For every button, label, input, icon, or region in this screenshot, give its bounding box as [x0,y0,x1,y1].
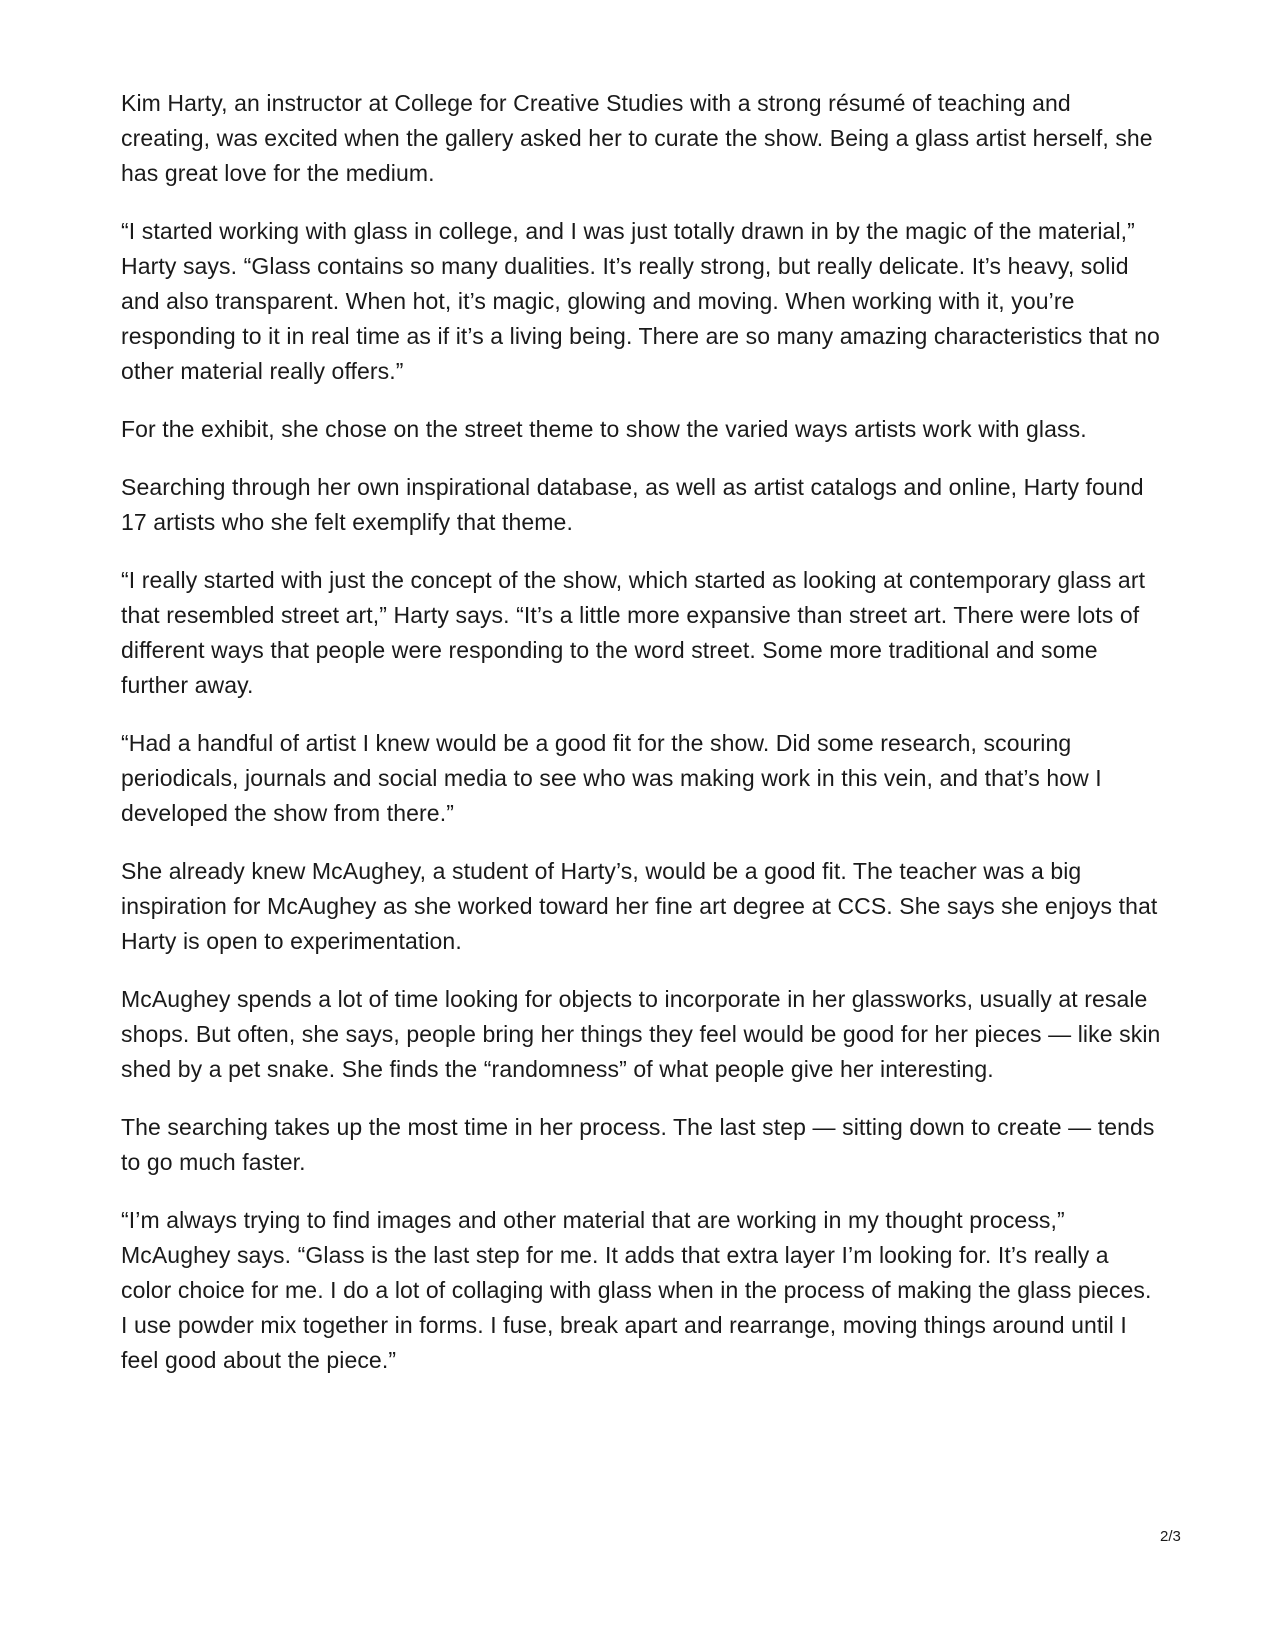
page-number: 2/3 [1160,1528,1181,1545]
paragraph: She already knew McAughey, a student of Harty’s, would be a good fit. The teacher was a big inspiration for McAughey as she worked toward her fine art degree at CCS. She says she enjoys that Harty is open to experimentation. [121,858,1158,954]
article-body [121,86,1161,1401]
paragraph: For the exhibit, she chose on the street theme to show the varied ways artists work with glass. [121,416,1087,442]
paragraph: Searching through her own inspirational database, as well as artist catalogs and online, Harty found 17 artists who she felt exemplify that theme. [121,474,1144,535]
paragraph: “I’m always trying to find images and other material that are working in my thought process,” McAughey says. “Glass is the last step for me. It adds that extra layer I’m looking for. It’s really a color choice for me. I do a lot of collaging with glass when in the process of making the glass pieces. I use powder mix together in forms. I fuse, break apart and rearrange, moving things around until I feel good about the piece.” [121,1207,1152,1373]
paragraph: McAughey spends a lot of time looking for objects to incorporate in her glassworks, usually at resale shops. But often, she says, people bring her things they feel would be good for her pieces — like skin shed by a pet snake. She finds the “randomness” of what people give her interesting. [121,986,1161,1082]
paragraph: “Had a handful of artist I knew would be a good fit for the show. Did some research, scouring periodicals, journals and social media to see who was making work in this vein, and that’s how I developed the show from there.” [121,730,1102,826]
paragraph: “I really started with just the concept of the show, which started as looking at contemporary glass art that resembled street art,” Harty says. “It’s a little more expansive than street art. There were lots of different ways that people were responding to the word street. Some more traditional and some further away. [121,567,1146,698]
paragraph: Kim Harty, an instructor at College for Creative Studies with a strong résumé of teaching and creating, was excited when the gallery asked her to curate the show. Being a glass artist herself, she has great love for the medium. [121,90,1153,186]
paragraph: The searching takes up the most time in her process. The last step — sitting down to create — tends to go much faster. [121,1114,1155,1175]
paragraph: “I started working with glass in college, and I was just totally drawn in by the magic of the material,” Harty says. “Glass contains so many dualities. It’s really strong, but really delicate. It’s heavy, solid and also transparent. When hot, it’s magic, glowing and moving. When working with it, you’re responding to it in real time as if it’s a living being. There are so many amazing characteristics that no other material really offers.” [121,218,1160,384]
